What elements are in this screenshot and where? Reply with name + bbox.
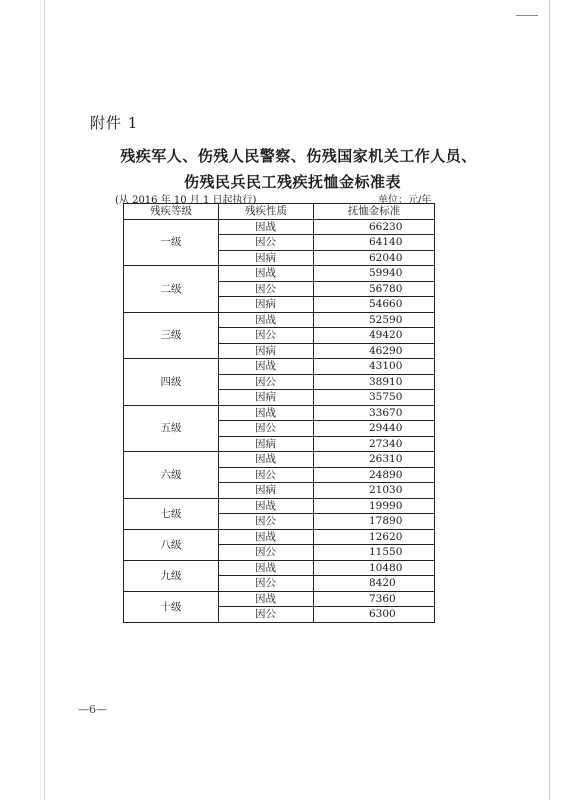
pension-amount-cell: 64140	[314, 235, 435, 251]
pension-amount-cell: 12620	[314, 529, 435, 545]
pension-amount-cell: 46290	[314, 343, 435, 359]
pension-standard-table	[123, 203, 435, 623]
corner-mark	[516, 15, 538, 16]
table-row	[124, 405, 435, 421]
disability-level-cell: 九级	[124, 560, 219, 591]
pension-amount-cell: 62040	[314, 250, 435, 266]
effective-date-note: (从 2016 年 10 月 1 日起执行)	[115, 195, 257, 206]
table-row	[124, 452, 435, 468]
document-title-line1: 残疾军人、伤残人民警察、伤残国家机关工作人员、	[120, 147, 477, 165]
pension-amount-cell: 17890	[314, 514, 435, 530]
disability-nature-cell: 因病	[219, 343, 314, 359]
disability-level-cell: 一级	[124, 219, 219, 266]
table-row	[124, 312, 435, 328]
pension-amount-cell: 26310	[314, 452, 435, 468]
disability-nature-cell: 因公	[219, 576, 314, 592]
document-title-line2: 伤残民兵民工残疾抚恤金标准表	[183, 173, 401, 191]
pension-amount-cell: 49420	[314, 328, 435, 344]
disability-nature-cell: 因病	[219, 390, 314, 406]
pension-amount-cell: 66230	[314, 219, 435, 235]
disability-level-cell: 二级	[124, 266, 219, 313]
page-edge-right	[549, 0, 550, 800]
table-header-row	[124, 204, 435, 220]
disability-nature-cell: 因公	[219, 514, 314, 530]
header-pension-standard: 抚恤金标准	[314, 204, 435, 220]
disability-level-cell: 五级	[124, 405, 219, 452]
pension-amount-cell: 7360	[314, 591, 435, 607]
pension-amount-cell: 6300	[314, 607, 435, 623]
pension-amount-cell: 21030	[314, 483, 435, 499]
table-row	[124, 498, 435, 514]
table-row	[124, 219, 435, 235]
pension-amount-cell: 8420	[314, 576, 435, 592]
page-edge-left	[44, 0, 45, 800]
table-row	[124, 266, 435, 282]
header-disability-nature: 残疾性质	[219, 204, 314, 220]
table-body	[124, 219, 435, 622]
table-row	[124, 359, 435, 375]
page-number: —6—	[78, 703, 107, 716]
header-disability-level: 残疾等级	[124, 204, 219, 220]
disability-nature-cell: 因公	[219, 328, 314, 344]
disability-nature-cell: 因公	[219, 545, 314, 561]
disability-nature-cell: 因病	[219, 250, 314, 266]
disability-nature-cell: 因公	[219, 374, 314, 390]
pension-amount-cell: 24890	[314, 467, 435, 483]
disability-nature-cell: 因公	[219, 281, 314, 297]
disability-nature-cell: 因公	[219, 607, 314, 623]
disability-level-cell: 八级	[124, 529, 219, 560]
attachment-label: 附件 1	[90, 114, 139, 132]
disability-nature-cell: 因公	[219, 467, 314, 483]
disability-nature-cell: 因公	[219, 421, 314, 437]
pension-amount-cell: 27340	[314, 436, 435, 452]
disability-nature-cell: 因病	[219, 297, 314, 313]
pension-amount-cell: 38910	[314, 374, 435, 390]
table-row	[124, 529, 435, 545]
disability-level-cell: 六级	[124, 452, 219, 499]
pension-amount-cell: 10480	[314, 560, 435, 576]
disability-nature-cell: 因战	[219, 219, 314, 235]
pension-amount-cell: 33670	[314, 405, 435, 421]
disability-nature-cell: 因公	[219, 235, 314, 251]
pension-amount-cell: 59940	[314, 266, 435, 282]
disability-nature-cell: 因战	[219, 560, 314, 576]
pension-amount-cell: 29440	[314, 421, 435, 437]
disability-level-cell: 十级	[124, 591, 219, 622]
disability-nature-cell: 因战	[219, 591, 314, 607]
disability-nature-cell: 因病	[219, 436, 314, 452]
disability-level-cell: 七级	[124, 498, 219, 529]
disability-level-cell: 三级	[124, 312, 219, 359]
pension-amount-cell: 19990	[314, 498, 435, 514]
disability-level-cell: 四级	[124, 359, 219, 406]
disability-nature-cell: 因战	[219, 452, 314, 468]
unit-label: 单位：元/年	[378, 195, 432, 206]
pension-amount-cell: 56780	[314, 281, 435, 297]
disability-nature-cell: 因战	[219, 312, 314, 328]
pension-amount-cell: 35750	[314, 390, 435, 406]
pension-amount-cell: 43100	[314, 359, 435, 375]
disability-nature-cell: 因战	[219, 359, 314, 375]
pension-amount-cell: 52590	[314, 312, 435, 328]
disability-nature-cell: 因战	[219, 498, 314, 514]
table-row	[124, 591, 435, 607]
disability-nature-cell: 因病	[219, 483, 314, 499]
pension-amount-cell: 11550	[314, 545, 435, 561]
page-edge-shadow	[40, 0, 41, 800]
table-row	[124, 560, 435, 576]
pension-amount-cell: 54660	[314, 297, 435, 313]
disability-nature-cell: 因战	[219, 529, 314, 545]
disability-nature-cell: 因战	[219, 266, 314, 282]
disability-nature-cell: 因战	[219, 405, 314, 421]
